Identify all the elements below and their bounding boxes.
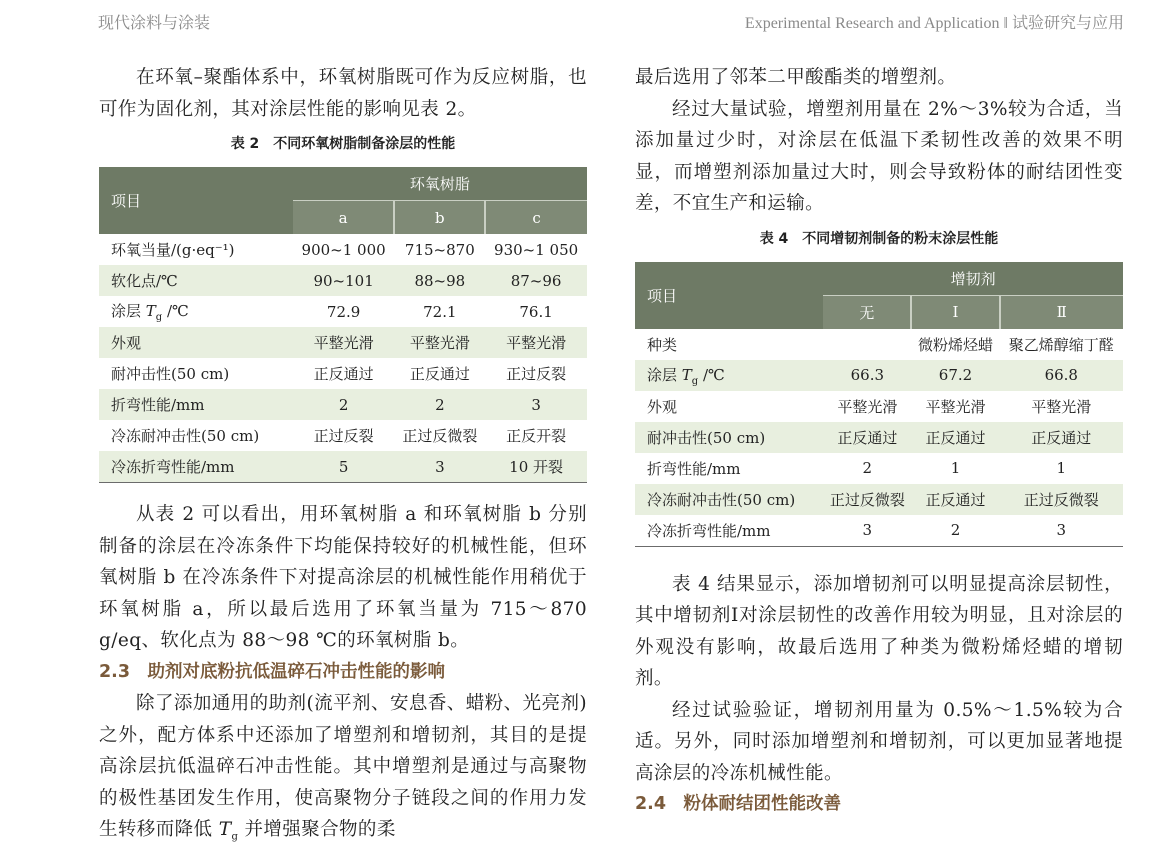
table-row [99,265,587,296]
table-body [99,234,587,483]
table-cell: 3 [485,389,587,420]
table-cell: 66.3 [823,360,911,391]
row-label: 冷冻耐冲击性(50 cm) [635,484,823,515]
table-cell: 3 [1000,515,1123,547]
table-cell: 72.9 [293,296,395,327]
table-cell: 平整光滑 [1000,391,1123,422]
table-row [635,422,1123,453]
table-cell: 正过反微裂 [1000,484,1123,515]
table-cell: 正过反裂 [293,420,395,451]
table-cell: 10 开裂 [485,451,587,483]
row-label: 涂层 $T_g$ /℃ [99,296,293,327]
table-cell: 平整光滑 [485,327,587,358]
table-header-item: 项目 [99,167,293,234]
row-label: 冷冻折弯性能/mm [635,515,823,547]
table-header-group: 增韧剂 [823,262,1123,296]
table-cell: 平整光滑 [823,391,911,422]
table-cell: 2 [293,389,395,420]
table-row [635,329,1123,360]
table-cell: 2 [823,453,911,484]
table-cell: 1 [911,453,999,484]
table-cell: 5 [293,451,395,483]
table-column-header: c [485,201,587,235]
paragraph: 从表 2 可以看出，用环氧树脂 a 和环氧树脂 b 分别制备的涂层在冷冻条件下均能保持较好的机械性能，但环氧树脂 b 在冷冻条件下对提高涂层的机械性能作用稍优于环氧树脂 a，所以最后选用了环氧当量为 715～870 g/eq、软化点为 88～98 ℃的环氧树脂 b。 [99,504,587,651]
table-cell: 1 [1000,453,1123,484]
table-cell: 正反通过 [1000,422,1123,453]
table-column-header: a [293,201,395,235]
table-cell: 正反通过 [394,358,485,389]
table-cell: 67.2 [911,360,999,391]
table-header-group: 环氧树脂 [293,167,587,201]
table-cell: 正过反微裂 [823,484,911,515]
table-column-header: Ⅱ [1000,295,1123,329]
table-cell: 聚乙烯醇缩丁醛 [1000,329,1123,360]
table-cell: 正过反裂 [485,358,587,389]
table-4 [635,262,1123,547]
paragraph: 除了添加通用的助剂(流平剂、安息香、蜡粉、光亮剂)之外，配方体系中还添加了增塑剂和增韧剂，其目的是提高涂层抗低温碎石冲击性能。其中增塑剂是通过与高聚物的极性基团发生作用，使高聚物分子链段之间的作用力发生转移而降低 $T_g$ 并增强聚合物的柔 [99,693,587,843]
table-row [635,360,1123,391]
row-label: 涂层 $T_g$ /℃ [635,360,823,391]
row-label: 外观 [99,327,293,358]
table-row [635,453,1123,484]
table-cell: 76.1 [485,296,587,327]
paragraph: 在环氧–聚酯体系中，环氧树脂既可作为反应树脂，也可作为固化剂，其对涂层性能的影响见表 2。 [99,67,587,120]
section-heading: 2.3 助剂对底粉抗低温碎石冲击性能的影响 [99,661,445,682]
table-row [635,515,1123,547]
table-cell: 2 [394,389,485,420]
table-cell: 88~98 [394,265,485,296]
table-2 [99,167,587,483]
row-label: 外观 [635,391,823,422]
table-row [99,234,587,265]
table-cell: 66.8 [1000,360,1123,391]
running-header-left: 现代涂料与涂装 [98,13,211,32]
table-row [99,296,587,327]
paragraph: 表 4 结果显示，添加增韧剂可以明显提高涂层韧性，其中增韧剂Ⅰ对涂层韧性的改善作用较为明显，且对涂层的外观没有影响，故最后选用了种类为微粉烯烃蜡的增韧剂。 [635,573,1123,689]
table-cell: 900~1 000 [293,234,395,265]
row-label: 冷冻折弯性能/mm [99,451,293,483]
row-label: 耐冲击性(50 cm) [99,358,293,389]
row-label: 折弯性能/mm [99,389,293,420]
row-label: 环氧当量/(g·eq⁻¹) [99,234,293,265]
table-body [635,329,1123,547]
table-cell: 2 [911,515,999,547]
table-cell: 90~101 [293,265,395,296]
table-cell: 72.1 [394,296,485,327]
table-cell: 正反通过 [823,422,911,453]
running-header-right: Experimental Research and Application ‖ 试验研究与应用 [744,15,1124,32]
table-cell: 微粉烯烃蜡 [911,329,999,360]
table-row [99,327,587,358]
table-row [635,391,1123,422]
table-cell: 正反开裂 [485,420,587,451]
left-column [99,62,587,853]
table-row [99,451,587,483]
table-cell: 平整光滑 [911,391,999,422]
paragraph: 经过试验验证，增韧剂用量为 0.5%～1.5%较为合适。另外，同时添加增塑剂和增韧剂，可以更加显著地提高涂层的冷冻机械性能。 [635,699,1123,784]
table-cell: 87~96 [485,265,587,296]
row-label: 冷冻耐冲击性(50 cm) [99,420,293,451]
table-row [99,358,587,389]
row-label: 种类 [635,329,823,360]
table-cell: 930~1 050 [485,234,587,265]
table-cell: 正反通过 [911,484,999,515]
table-cell: 3 [823,515,911,547]
section-heading: 2.4 粉体耐结团性能改善 [635,794,842,814]
table-column-header: Ⅰ [911,295,999,329]
paragraph: 经过大量试验，增塑剂用量在 2%～3%较为合适，当添加量过少时，对涂层在低温下柔韧性改善的效果不明显，而增塑剂添加量过大时，则会导致粉体的耐结团性变差，不宜生产和运输。 [635,98,1123,214]
table-cell [823,329,911,360]
table-cell: 平整光滑 [293,327,395,358]
table-cell: 715~870 [394,234,485,265]
table-column-header: b [394,201,485,235]
table-row [99,420,587,451]
table-column-header: 无 [823,295,911,329]
row-label: 软化点/℃ [99,265,293,296]
table-caption: 表 4 不同增韧剂制备的粉末涂层性能 [759,230,999,247]
right-column [635,62,1123,821]
row-label: 耐冲击性(50 cm) [635,422,823,453]
table-cell: 3 [394,451,485,483]
row-label: 折弯性能/mm [635,453,823,484]
table-cell: 平整光滑 [394,327,485,358]
paragraph: 最后选用了邻苯二甲酸酯类的增塑剂。 [635,67,957,88]
table-row [99,389,587,420]
table-row [635,484,1123,515]
table-cell: 正过反微裂 [394,420,485,451]
table-cell: 正反通过 [911,422,999,453]
table-caption: 表 2 不同环氧树脂制备涂层的性能 [230,136,456,152]
table-cell: 正反通过 [293,358,395,389]
table-header-item: 项目 [635,262,823,329]
